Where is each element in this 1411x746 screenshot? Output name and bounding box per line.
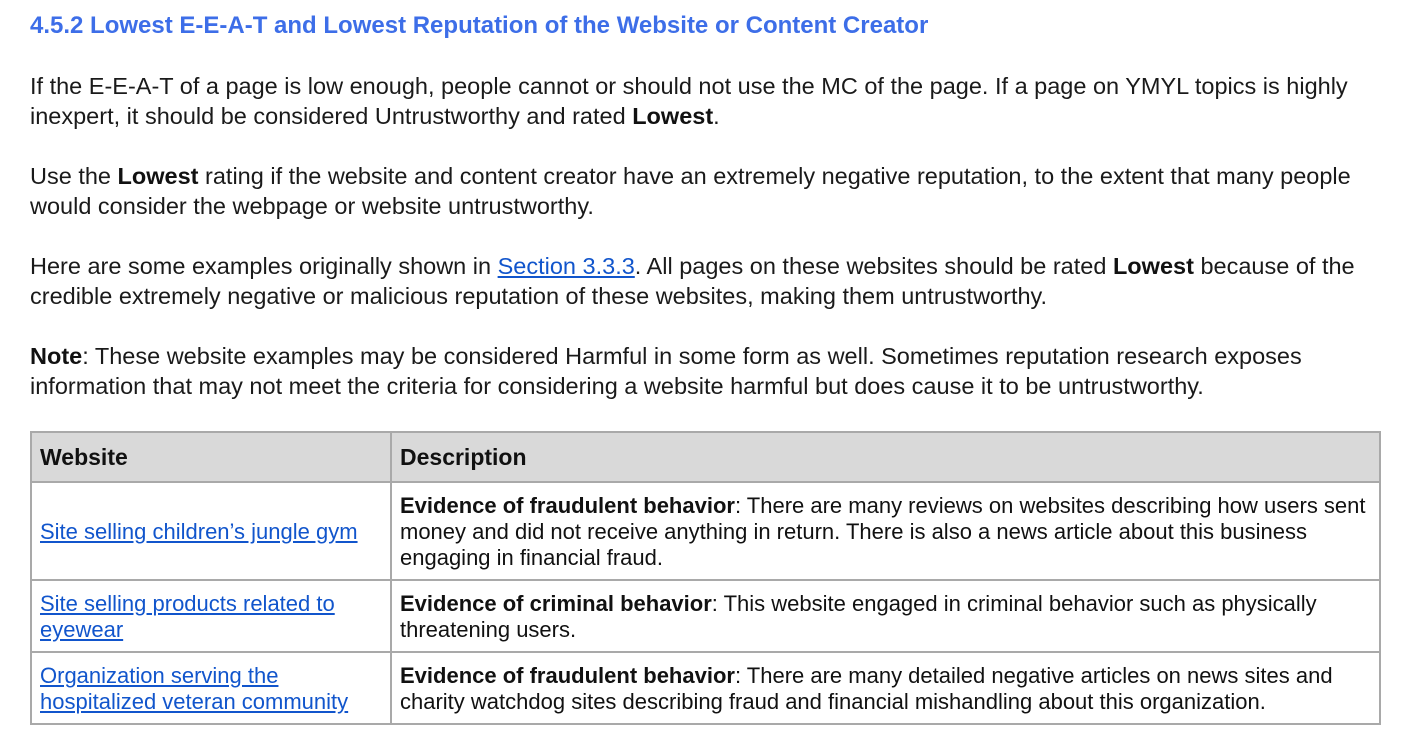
description-cell [391,652,1380,724]
description-text: : This website engaged in criminal behavior such as physically threatening users. [400,591,1317,642]
website-link-veteran-organization[interactable]: Organization serving the hospitalized veteran community [40,663,349,714]
paragraph-lowest-rating [30,161,1390,221]
emphasis-lowest: Lowest [117,163,199,189]
paragraph-examples [30,251,1390,311]
evidence-label: Evidence of fraudulent behavior [400,663,735,688]
section-heading: 4.5.2 Lowest E-E-A-T and Lowest Reputation of the Website or Content Creator [30,12,929,39]
paragraph-text: because of the credible extremely negative or malicious reputation of these websites, making them untrustworthy. [30,253,1355,309]
paragraph-note [30,341,1390,401]
description-cell [391,482,1380,580]
paragraph-text: Here are some examples originally shown in [30,253,498,279]
examples-table [30,431,1381,725]
column-header-description: Description [391,432,1380,482]
paragraph-text: . [713,103,720,129]
website-cell [31,482,391,580]
description-text: : There are many detailed negative articles on news sites and charity watchdog sites describing fraud and financial mishandling about this organization. [400,663,1333,714]
table-row [31,580,1380,652]
paragraph-text: . All pages on these websites should be rated [634,253,1113,279]
description-text: : There are many reviews on websites describing how users sent money and did not receive anything in return. There is also a news article about this business engaging in financial fraud. [400,493,1366,570]
note-label: Note [30,343,83,369]
website-link-eyewear[interactable]: Site selling products related to eyewear [40,591,335,642]
website-cell [31,580,391,652]
evidence-label: Evidence of fraudulent behavior [400,493,735,518]
website-cell [31,652,391,724]
paragraph-text: rating if the website and content creator have an extremely negative reputation, to the extent that many people would consider the webpage or website untrustworthy. [30,163,1351,219]
table-row [31,482,1380,580]
column-header-website: Website [31,432,391,482]
emphasis-lowest: Lowest [632,103,714,129]
table-row [31,652,1380,724]
paragraph-eeat-low [30,71,1390,131]
website-link-jungle-gym[interactable]: Site selling children’s jungle gym [40,519,358,544]
paragraph-text: If the E-E-A-T of a page is low enough, people cannot or should not use the MC of the page. If a page on YMYL topics is highly inexpert, it should be considered Untrustworthy and rated [30,73,1348,129]
paragraph-text: Use the [30,163,118,189]
evidence-label: Evidence of criminal behavior [400,591,712,616]
paragraph-text: : These website examples may be considered Harmful in some form as well. Sometimes reputation research exposes information that may not meet the criteria for considering a website harmful but does cause it to be untrustworthy. [30,343,1302,399]
section-3-3-3-link[interactable]: Section 3.3.3 [497,253,635,279]
description-cell [391,580,1380,652]
table-header-row [31,432,1380,482]
emphasis-lowest: Lowest [1112,253,1194,279]
